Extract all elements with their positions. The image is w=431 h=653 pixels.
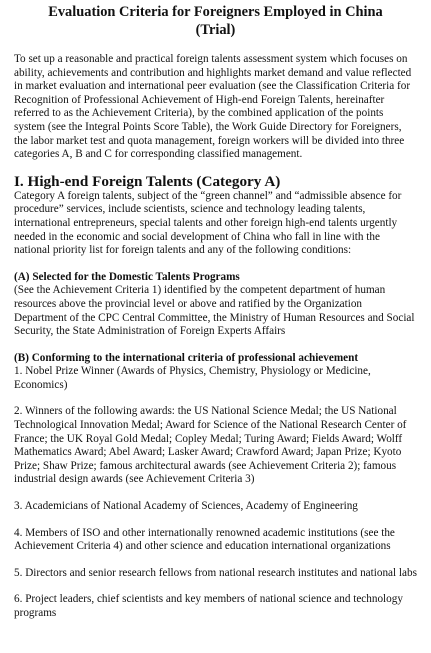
document-title-line-2: (Trial)	[195, 21, 236, 38]
criteria-item-2: 2. Winners of the following awards: the US National Science Medal; the US National Technological Innovation Medal; Award for Science of the National Research Center of France; the UK Royal Gold Medal; Copley Medal; Turing Award; Fields Award; Wolff Mathematics Award; Abel Award; Lasker Award; Crawford Award; Japan Prize; Kyoto Prize; Shaw Prize; famous architectural awards (see Achievement Criteria 2); famous industrial design awards (see Achievement Criteria 3)	[14, 405, 407, 486]
section-body-category-a: Category A foreign talents, subject of the “green channel” and “admissible absence for procedure” services, include scientists, science and technology leading talents, international entrepreneurs, special talents and other foreign high-end talents urgently needed in the economic and social development of China who fall in line with the national priority list for foreign talents and any of the following conditions:	[14, 189, 402, 257]
document-title-line-1: Evaluation Criteria for Foreigners Employed in China	[48, 4, 383, 20]
intro-paragraph: To set up a reasonable and practical foreign talents assessment system which focuses on ability, achievements and contribution and highlights market demand and value reflected in market evaluation and international peer evaluation (see the Classification Criteria for Recognition of Professional Achievement of High-end Foreign Talents, hereinafter referred to as the Achievement Criteria), by the combined application of the points system (see the Integral Points Score Table), the Work Guide Directory for Foreigners, the labor market test and quota management, foreign workers will be divided into three categories A, B and C for corresponding classified management.	[14, 53, 412, 161]
criteria-item-6: 6. Project leaders, chief scientists and key members of national science and technology programs	[14, 593, 403, 619]
criteria-item-4: 4. Members of ISO and other internationally renowned academic institutions (see the Achievement Criteria 4) and other science and education international organizations	[14, 526, 395, 553]
criteria-item-3: 3. Academicians of National Academy of Sciences, Academy of Engineering	[14, 500, 358, 513]
criteria-item-1: 1. Nobel Prize Winner (Awards of Physics, Chemistry, Physiology or Medicine, Economics)	[14, 365, 371, 391]
subsection-body-a: (See the Achievement Criteria 1) identified by the competent department of human resources above the provincial level or above and ratified by the Organization Department of the CPC Central Committee, the Ministry of Human Resources and Social Security, the State Administration of Foreign Experts Affairs	[14, 284, 415, 338]
subsection-heading-a: (A) Selected for the Domestic Talents Programs	[14, 270, 240, 283]
section-heading-category-a: I. High-end Foreign Talents (Category A)	[14, 172, 281, 190]
criteria-item-5: 5. Directors and senior research fellows from national research institutes and national labs	[14, 566, 417, 579]
document-title	[14, 0, 417, 39]
subsection-heading-b: (B) Conforming to the international criteria of professional achievement	[14, 351, 359, 364]
